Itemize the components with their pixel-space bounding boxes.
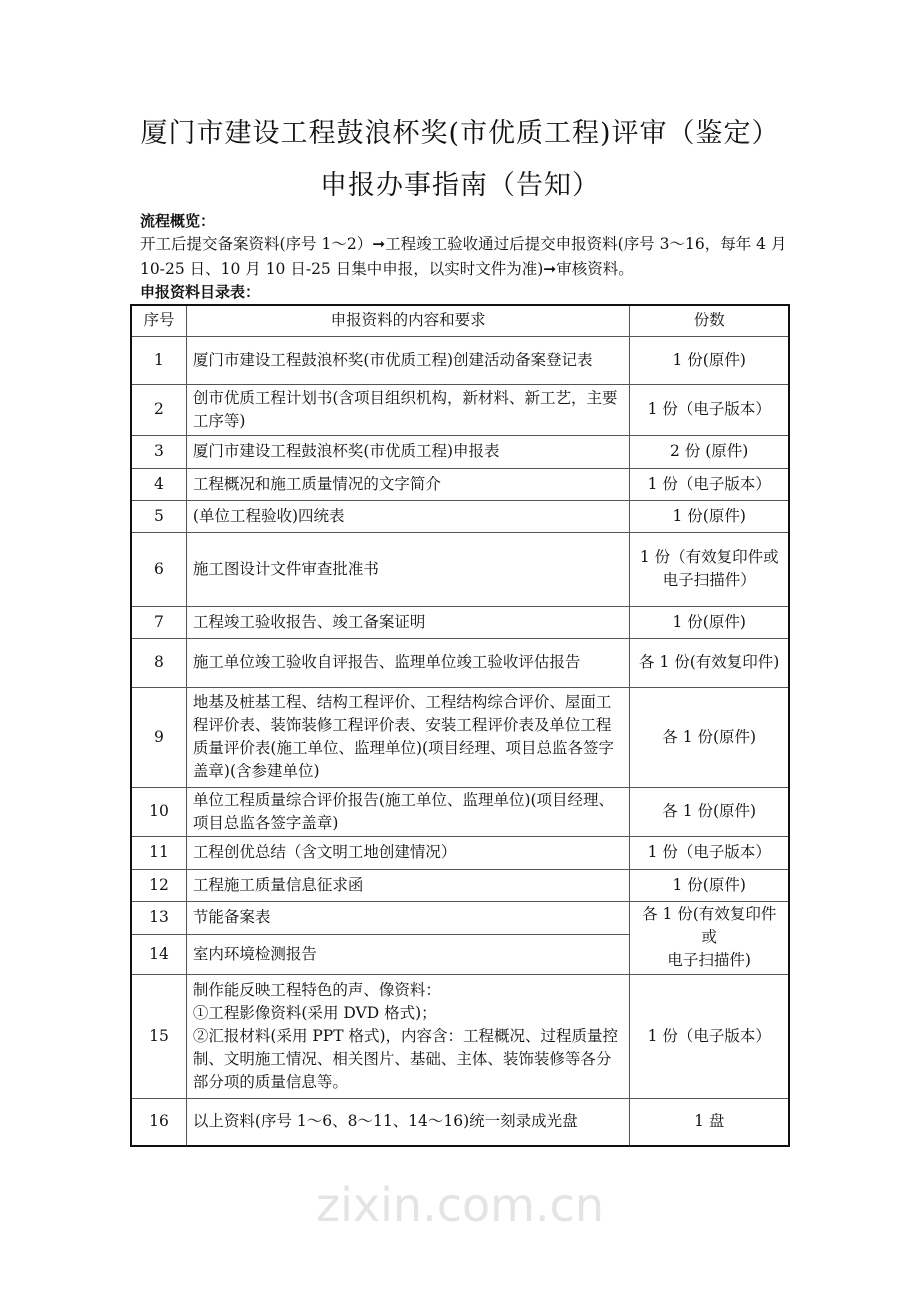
row-copies: 1 份（电子版本） — [630, 836, 789, 869]
header-copies: 份数 — [630, 305, 789, 336]
row-copies: 各 1 份(有效复印件) — [630, 638, 789, 687]
row-number: 12 — [131, 869, 186, 901]
row-copies: 2 份 (原件) — [630, 435, 789, 468]
row-content: 工程创优总结（含文明工地创建情况） — [186, 836, 630, 869]
process-heading: 流程概览： — [140, 212, 216, 230]
row-number: 7 — [131, 606, 186, 638]
row-number: 8 — [131, 638, 186, 687]
table-row — [131, 532, 789, 606]
row-content: 节能备案表 — [186, 901, 630, 934]
row-number: 4 — [131, 468, 186, 500]
row-number: 16 — [131, 1098, 186, 1146]
table-row — [131, 787, 789, 836]
row-copies: 1 份(原件) — [630, 500, 789, 532]
row-content: 工程竣工验收报告、竣工备案证明 — [186, 606, 630, 638]
table-header-row — [131, 305, 789, 336]
row-content: 室内环境检测报告 — [186, 934, 630, 974]
table-row — [131, 468, 789, 500]
process-text: 开工后提交备案资料(序号 1～2）➞工程竣工验收通过后提交申报资料(序号 3～16，每年 4 月 10-25 日、10 月 10 日-25 日集中申报，以实时文件为准)➞审核资料。 — [140, 235, 787, 278]
table-row — [131, 606, 789, 638]
row-content: (单位工程验收)四统表 — [186, 500, 630, 532]
row-content: 施工单位竣工验收自评报告、监理单位竣工验收评估报告 — [186, 638, 630, 687]
row-copies: 各 1 份(原件) — [630, 787, 789, 836]
row-content: 施工图设计文件审查批准书 — [186, 532, 630, 606]
table-row — [131, 336, 789, 384]
row-content: 以上资料(序号 1～6、8～11、14～16)统一刻录成光盘 — [186, 1098, 630, 1146]
row-content: 厦门市建设工程鼓浪杯奖(市优质工程)创建活动备案登记表 — [186, 336, 630, 384]
row-content: 单位工程质量综合评价报告(施工单位、监理单位)(项目经理、项目总监各签字盖章) — [186, 787, 630, 836]
table-row — [131, 836, 789, 869]
row-number: 6 — [131, 532, 186, 606]
row-copies: 1 份（电子版本） — [630, 384, 789, 435]
header-no: 序号 — [131, 305, 186, 336]
table-row — [131, 869, 789, 901]
row-copies: 1 份（电子版本） — [630, 974, 789, 1098]
table-row — [131, 638, 789, 687]
row-number: 1 — [131, 336, 186, 384]
row-copies: 1 盘 — [630, 1098, 789, 1146]
row-copies: 1 份(原件) — [630, 336, 789, 384]
row-number: 5 — [131, 500, 186, 532]
row-content: 创市优质工程计划书(含项目组织机构，新材料、新工艺，主要工序等) — [186, 384, 630, 435]
table-row — [131, 384, 789, 435]
row-content: 地基及桩基工程、结构工程评价、工程结构综合评价、屋面工程评价表、装饰装修工程评价表、安装工程评价表及单位工程质量评价表(施工单位、监理单位)(项目经理、项目总监各签字盖章)(含参建单位) — [186, 687, 630, 787]
row-copies: 1 份(原件) — [630, 869, 789, 901]
table-row — [131, 901, 789, 934]
table-row — [131, 1098, 789, 1146]
row-content: 工程概况和施工质量情况的文字简介 — [186, 468, 630, 500]
row-copies: 1 份（电子版本） — [630, 468, 789, 500]
row-number: 14 — [131, 934, 186, 974]
row-number: 2 — [131, 384, 186, 435]
row-content: 厦门市建设工程鼓浪杯奖(市优质工程)申报表 — [186, 435, 630, 468]
row-number: 3 — [131, 435, 186, 468]
row-number: 13 — [131, 901, 186, 934]
row-copies: 1 份（有效复印件或 电子扫描件） — [630, 532, 789, 606]
title-line-1: 厦门市建设工程鼓浪杯奖(市优质工程)评审（鉴定） — [140, 118, 780, 149]
table-row — [131, 974, 789, 1098]
row-number: 11 — [131, 836, 186, 869]
table-row — [131, 435, 789, 468]
table-row — [131, 500, 789, 532]
row-content: 工程施工质量信息征求函 — [186, 869, 630, 901]
materials-table — [130, 304, 790, 1147]
row-content: 制作能反映工程特色的声、像资料： ①工程影像资料(采用 DVD 格式)； ②汇报材料(采用 PPT 格式)，内容含：工程概况、过程质量控制、文明施工情况、相关图片、基础、主体、装饰装修等各分部分项的质量信息等。 — [186, 974, 630, 1098]
row-copies: 各 1 份(原件) — [630, 687, 789, 787]
table-row — [131, 687, 789, 787]
row-copies: 各 1 份(有效复印件或 电子扫描件) — [630, 901, 789, 974]
row-number: 9 — [131, 687, 186, 787]
header-content: 申报资料的内容和要求 — [186, 305, 630, 336]
watermark: zixin.com.cn — [315, 1178, 605, 1232]
row-copies: 1 份(原件) — [630, 606, 789, 638]
title-line-2: 申报办事指南（告知） — [320, 170, 600, 201]
row-number: 10 — [131, 787, 186, 836]
row-number: 15 — [131, 974, 186, 1098]
table-heading: 申报资料目录表： — [140, 283, 261, 301]
